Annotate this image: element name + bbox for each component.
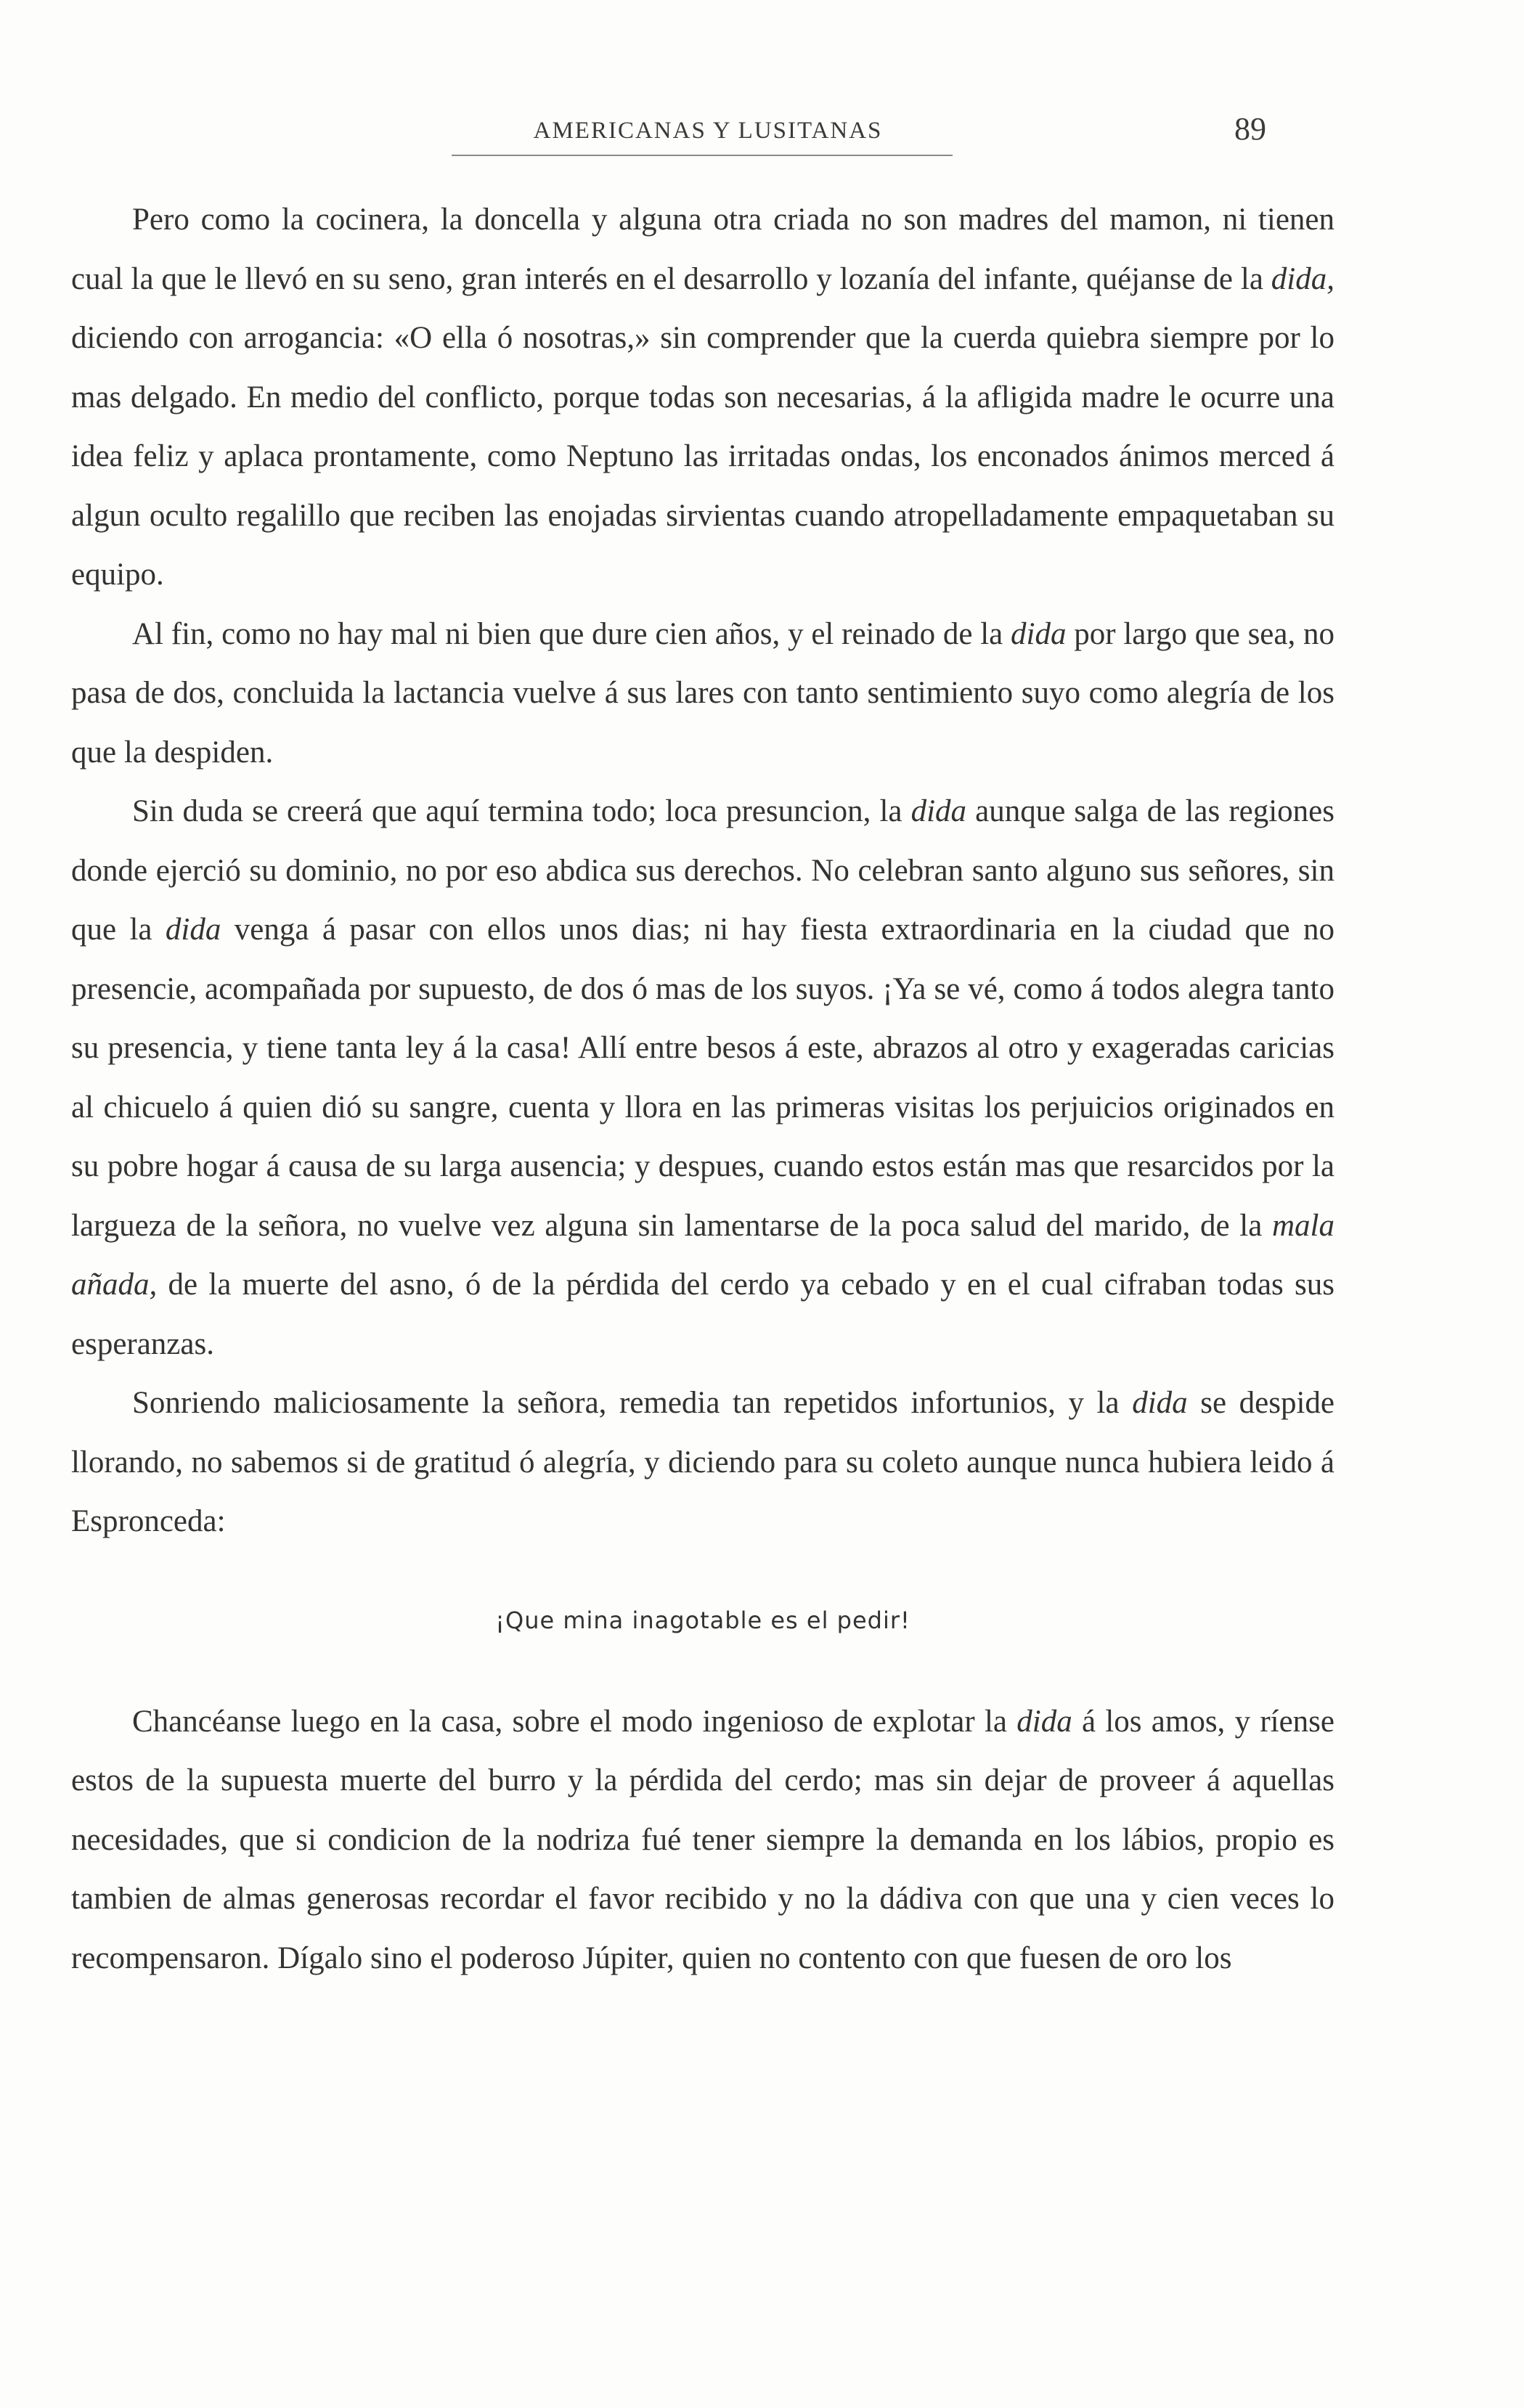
header-rule bbox=[452, 155, 953, 156]
page-number: 89 bbox=[1234, 111, 1266, 147]
italic-term: dida bbox=[165, 913, 221, 947]
italic-term: dida bbox=[1011, 616, 1067, 651]
italic-term: mala añada, bbox=[71, 1208, 1334, 1302]
paragraph bbox=[71, 1692, 1334, 1988]
paragraph-text: Al fin, como no hay mal ni bien que dure cien años, y el reinado de la bbox=[132, 616, 1011, 651]
paragraph-text: Sonriendo maliciosamente la señora, remedia tan repetidos infortunios, y la bbox=[132, 1386, 1133, 1420]
running-title: AMERICANAS Y LUSITANAS bbox=[533, 118, 883, 144]
body-text bbox=[71, 190, 1334, 1988]
paragraph-text: diciendo con arrogancia: «O ella ó nosotras,» sin comprender que la cuerda quiebra siempre por lo mas delgado. En medio del conflicto, porque todas son necesarias, á la afligida madre le ocurre una idea feliz y aplaca prontamente, como Neptuno las irritadas ondas, los enconados ánimos merced á algun oculto regalillo que reciben las enojadas sirvientas cuando atropelladamente empaquetaban su equipo. bbox=[71, 321, 1334, 592]
paragraph-text: de la muerte del asno, ó de la pérdida del cerdo ya cebado y en el cual cifraban todas sus esperanzas. bbox=[71, 1268, 1334, 1361]
paragraph-text: á los amos, y ríense estos de la supuesta muerte del burro y la pérdida del cerdo; mas sin dejar de proveer á aquellas necesidades, que si condicion de la nodriza fué tener siempre la demanda en los lábios, propio es tambien de almas generosas recordar el favor recibido y no la dádiva con que una y cien veces lo recompensaron. Dígalo sino el poderoso Júpiter, quien no contento con que fuesen de oro los bbox=[71, 1704, 1334, 1975]
italic-term: dida bbox=[910, 794, 967, 828]
italic-term: dida bbox=[1016, 1704, 1072, 1739]
paragraph-text: venga á pasar con ellos unos dias; ni hay fiesta extraordinaria en la ciudad que no presencie, acompañada por supuesto, de dos ó mas de los suyos. ¡Ya se vé, como á todos alegra tanto su presencia, y tiene tanta ley á la casa! Allí entre besos á este, abrazos al otro y exageradas caricias al chicuelo á quien dió su sangre, cuenta y llora en las primeras visitas los perjuicios originados en su pobre hogar á causa de su larga ausencia; y despues, cuando estos están mas que resarcidos por la largueza de la señora, no vuelve vez alguna sin lamentarse de la poca salud del marido, de la bbox=[71, 913, 1334, 1243]
paragraph-text: se despide llorando, no sabemos si de gratitud ó alegría, y diciendo para su coleto aunque nunca hubiera leido á Espronceda: bbox=[71, 1386, 1335, 1538]
paragraph-text: Sin duda se creerá que aquí termina todo; loca presuncion, la bbox=[132, 794, 911, 828]
paragraph bbox=[71, 1374, 1334, 1551]
paragraph bbox=[71, 605, 1334, 783]
italic-term: dida, bbox=[1271, 261, 1334, 296]
paragraph-text: por largo que sea, no pasa de dos, concluida la lactancia vuelve á sus lares con tanto sentimiento suyo como alegría de los que la despiden. bbox=[71, 616, 1334, 770]
paragraph bbox=[71, 190, 1334, 605]
paragraph bbox=[71, 782, 1334, 1374]
paragraph-text: Chancéanse luego en la casa, sobre el modo ingenioso de explotar la bbox=[132, 1704, 1017, 1739]
verse-quote: ¡Que mina inagotable es el pedir! bbox=[495, 1606, 910, 1634]
paragraph-text: Pero como la cocinera, la doncella y alguna otra criada no son madres del mamon, ni tienen cual la que le llevó en su seno, gran interés en el desarrollo y lozanía del infante, quéjanse de la bbox=[71, 203, 1334, 296]
italic-term: dida bbox=[1132, 1386, 1188, 1420]
paragraph-text: aunque salga de las regiones donde ejerció su dominio, no por eso abdica sus derechos. No celebran santo alguno sus señores, sin que la bbox=[71, 794, 1334, 947]
